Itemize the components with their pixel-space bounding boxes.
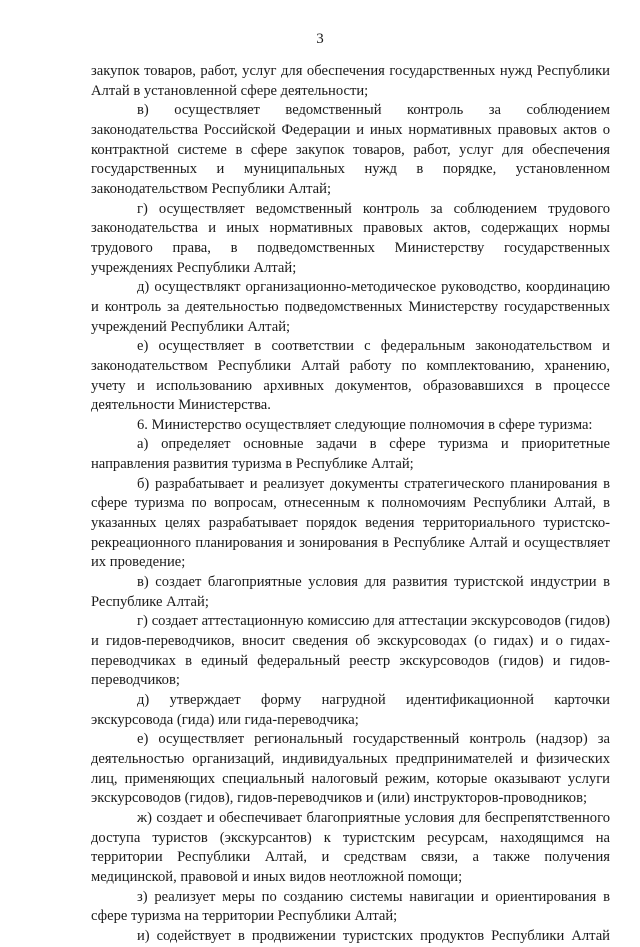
paragraph-tourism-a: а) определяет основные задачи в сфере туризма и приоритетные направления развития туризма в Республике Алтай; (91, 436, 610, 473)
paragraph-item-d: д) осуществлякт организационно-методическое руководство, координацию и контроль за деятельностью подведомственных Министерству государственных учреждений Республики Алтай; (91, 279, 610, 335)
page-number: 3 (316, 31, 324, 47)
paragraph-tourism-e: е) осуществляет региональный государственный контроль (надзор) за деятельностью организаций, индивидуальных предпринимателей и физических лиц, применяющих специальный налоговый режим, которые оказывают услуги экскурсоводов (гидов), гидов-переводчиков и (или) инструкторов-проводников; (91, 731, 610, 807)
paragraph-tourism-z: з) реализует меры по созданию системы навигации и ориентирования в сфере туризма на территории Республики Алтай; (91, 888, 610, 925)
paragraph-section-6: 6. Министерство осуществляет следующие полномочия в сфере туризма: (137, 416, 593, 433)
paragraph-tourism-g: г) создает аттестационную комиссию для аттестации экскурсоводов (гидов) и гидов-переводчиков, вносит сведения об экскурсоводах (о гидах) и о гидах-переводчиках в единый федеральный реестр экскурсоводов (гидов) и гидов-переводчиков; (91, 613, 610, 689)
paragraph-continuation: закупок товаров, работ, услуг для обеспечения государственных нужд Республики Алтай в установленной сфере деятельности; (91, 63, 610, 99)
paragraph-tourism-v: в) создает благоприятные условия для развития туристской индустрии в Республике Алтай; (91, 574, 610, 610)
paragraph-tourism-d: д) утверждает форму нагрудной идентификационной карточки экскурсовода (гида) или гида-переводчика; (91, 692, 610, 728)
paragraph-item-v: в) осуществляет ведомственный контроль за соблюдением законодательства Российской Федерации и иных нормативных правовых актов о контрактной системе в сфере закупок товаров, работ, услуг для обеспечения государственных и муниципальных нужд в порядке, установленном законодательством Республики Алтай; (91, 102, 610, 197)
document-body (91, 62, 610, 947)
paragraph-tourism-b: б) разрабатывает и реализует документы стратегического планирования в сфере туризма по вопросам, отнесенным к полномочиям Республики Алтай, в указанных целях разрабатывает порядок ведения территориального туристско-рекреационного планирования и зонирования в Республике Алтай и осуществляет их проведение; (91, 475, 610, 571)
paragraph-item-e: е) осуществляет в соответствии с федеральным законодательством и законодательством Республики Алтай работу по комплектованию, хранению, учету и использованию архивных документов, образовавшихся в процессе деятельности Министерства. (91, 338, 610, 414)
paragraph-tourism-i: и) содействует в продвижении туристских продуктов Республики Алтай (137, 927, 610, 944)
paragraph-item-g: г) осуществляет ведомственный контроль за соблюдением трудового законодательства и иных нормативных правовых актов, содержащих нормы трудового права, в подведомственных Министерству государственных учреждениях Республики Алтай; (91, 200, 610, 276)
paragraph-tourism-zh: ж) создает и обеспечивает благоприятные условия для беспрепятственного доступа туристов (экскурсантов) к туристским ресурсам, находящимся на территории Республики Алтай, и средствам связи, а также получения медицинской, правовой и иных видов неотложной помощи; (91, 809, 610, 885)
